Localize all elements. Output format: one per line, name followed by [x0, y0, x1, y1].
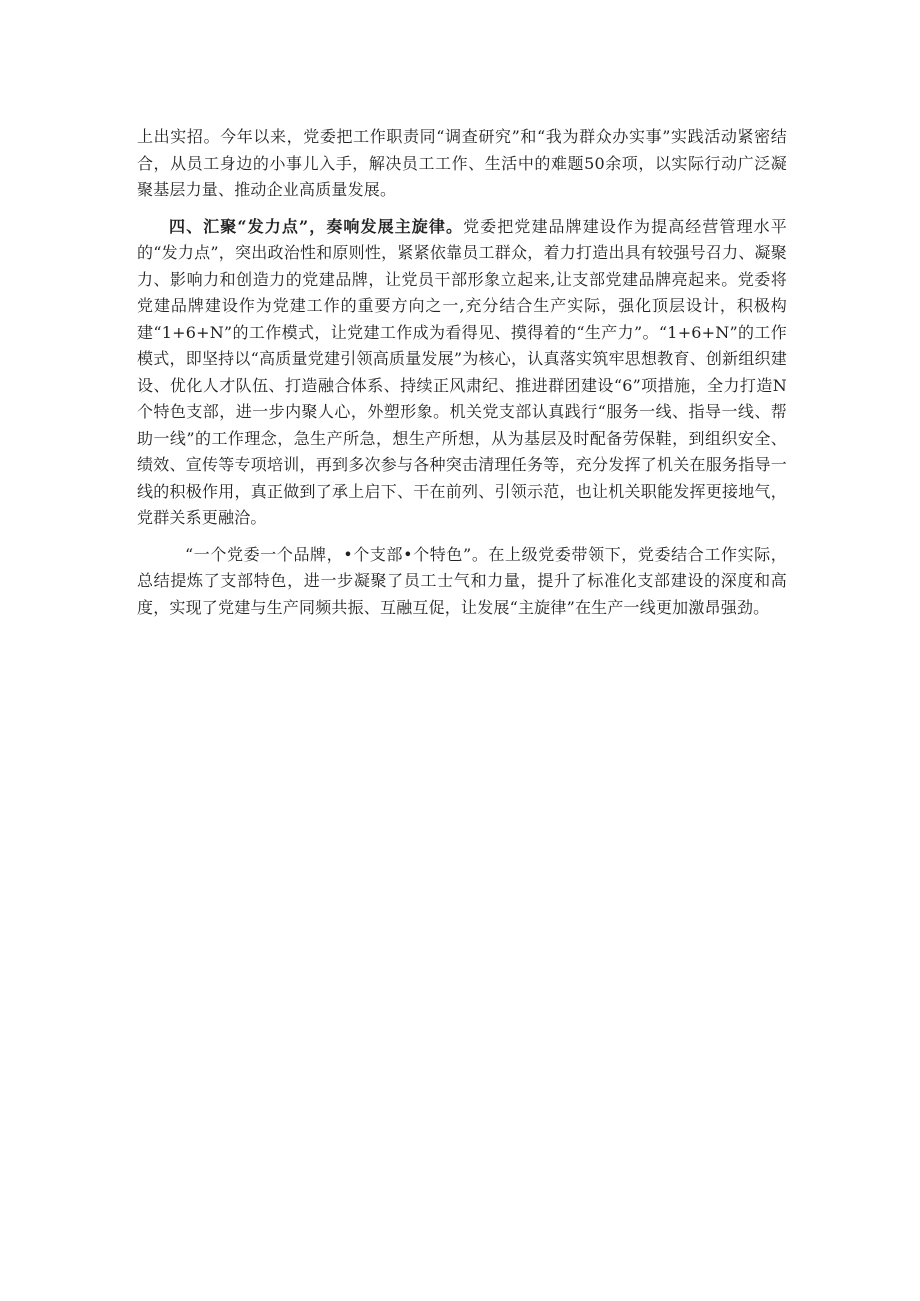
paragraph-2 — [137, 214, 787, 532]
paragraph-1 — [137, 124, 787, 204]
document-body — [137, 124, 787, 631]
paragraph-1-text: 上出实招。今年以来，党委把工作职责同“调查研究”和“我为群众办实事”实践活动紧密结合，从员工身边的小事儿入手，解决员工工作、生活中的难题50余项，以实际行动广泛凝聚基层力量、推动企业高质量发展。 — [137, 127, 787, 199]
paragraph-3-text: “一个党委一个品牌，•个支部•个特色”。在上级党委带领下，党委结合工作实际，总结提炼了支部特色，进一步凝聚了员工士气和力量，提升了标准化支部建设的深度和高度，实现了党建与生产同频共振、互融互促，让发展“主旋律”在生产一线更加激昂强劲。 — [137, 544, 787, 617]
paragraph-2-text: 党委把党建品牌建设作为提高经营管理水平的“发力点”，突出政治性和原则性，紧紧依靠员工群众，着力打造出具有较强号召力、凝聚力、影响力和创造力的党建品牌，让党员干部形象立起来,让支部党建品牌亮起来。党委将党建品牌建设作为党建工作的重要方向之一,充分结合生产实际，强化顶层设计，积极构建“1+6+N”的工作模式，让党建工作成为看得见、摸得着的“生产力”。“1+6+N”的工作模式，即坚持以“高质量党建引领高质量发展”为核心，认真落实筑牢思想教育、创新组织建设、优化人才队伍、打造融合体系、持续正风肃纪、推进群团建设“6”项措施，全力打造N个特色支部，进一步内聚人心，外塑形象。机关党支部认真践行“服务一线、指导一线、帮助一线”的工作理念，急生产所急，想生产所想，从为基层及时配备劳保鞋，到组织安全、绩效、宣传等专项培训，再到多次参与各种突击清理任务等，充分发挥了机关在服务指导一线的积极作用，真正做到了承上启下、干在前列、引领示范，也让机关职能发挥更接地气，党群关系更融洽。 — [137, 216, 787, 527]
section-heading: 四、汇聚“发力点”，奏响发展主旋律。 — [169, 216, 464, 236]
paragraph-3 — [137, 542, 787, 622]
